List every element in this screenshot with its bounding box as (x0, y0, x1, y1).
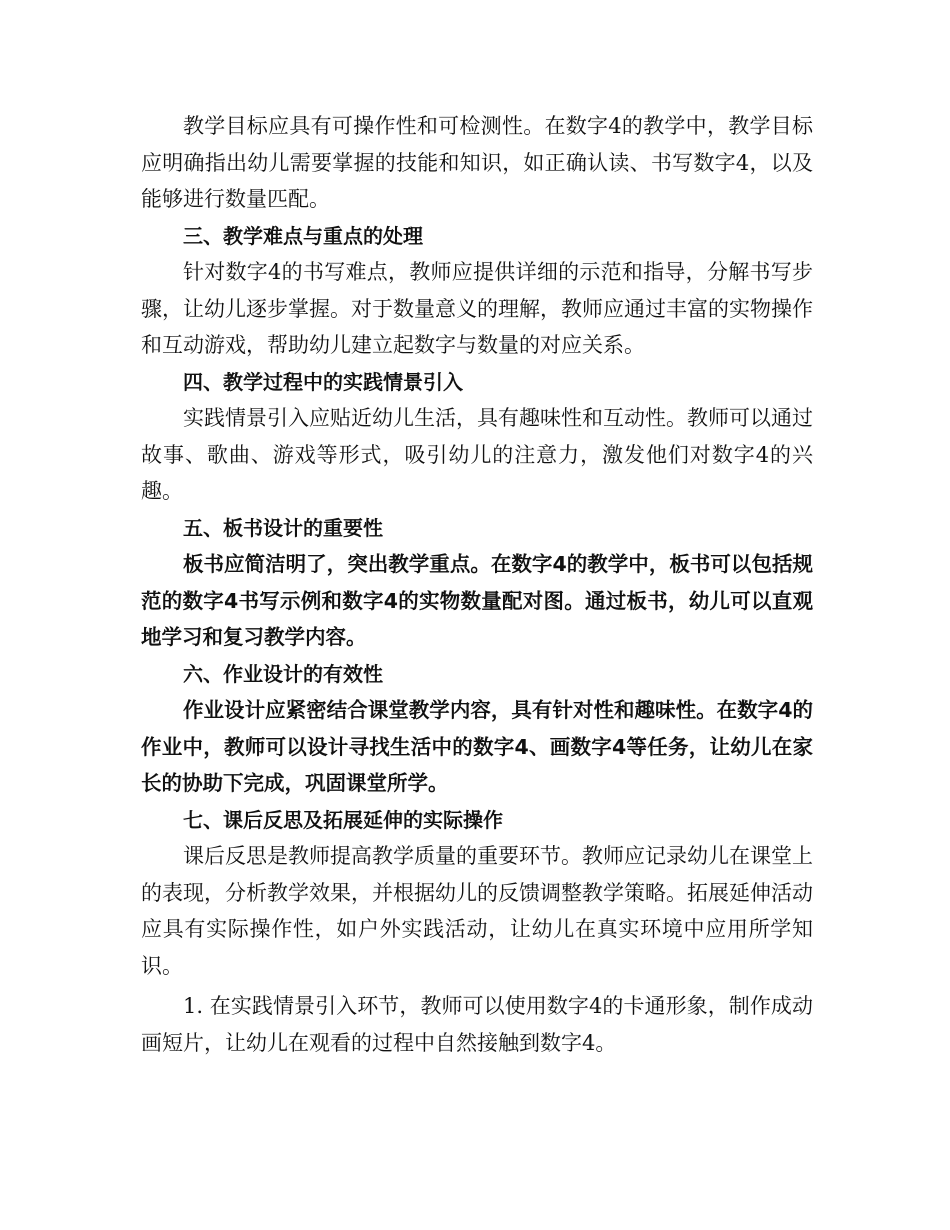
section-heading-difficulties: 三、教学难点与重点的处理 (183, 223, 423, 248)
paragraph-homework: 作业设计应紧密结合课堂教学内容，具有针对性和趣味性。在数字4的作业中，教师可以设计寻找生活中的数字4、画数字4等任务，让幼儿在家长的协助下完成，巩固课堂所学。 (141, 698, 813, 795)
paragraph-reflection: 课后反思是教师提高教学质量的重要环节。教师应记录幼儿在课堂上的表现，分析教学效果，并根据幼儿的反馈调整教学策略。拓展延伸活动应具有实际操作性，如户外实践活动，让幼儿在真实环境中应用所学知识。 (141, 844, 813, 978)
document-body (141, 108, 813, 1061)
paragraph-situation-intro: 实践情景引入应贴近幼儿生活，具有趣味性和互动性。教师可以通过故事、歌曲、游戏等形式，吸引幼儿的注意力，激发他们对数字4的兴趣。 (141, 406, 813, 503)
section-heading-blackboard: 五、板书设计的重要性 (183, 515, 383, 540)
paragraph-difficulties: 针对数字4的书写难点，教师应提供详细的示范和指导，分解书写步骤，让幼儿逐步掌握。对于数量意义的理解，教师应通过丰富的实物操作和互动游戏，帮助幼儿建立起数字与数量的对应关系。 (141, 260, 813, 357)
section-heading-situation-intro: 四、教学过程中的实践情景引入 (183, 369, 463, 394)
section-heading-homework: 六、作业设计的有效性 (183, 661, 383, 686)
section-heading-reflection: 七、课后反思及拓展延伸的实际操作 (183, 807, 503, 832)
paragraph-blackboard: 板书应简洁明了，突出教学重点。在数字4的教学中，板书可以包括规范的数字4书写示例和数字4的实物数量配对图。通过板书，幼儿可以直观地学习和复习教学内容。 (141, 552, 813, 649)
paragraph-teaching-goals: 教学目标应具有可操作性和可检测性。在数字4的教学中，教学目标应明确指出幼儿需要掌握的技能和知识，如正确认读、书写数字4，以及能够进行数量匹配。 (141, 114, 813, 211)
list-item-1: 1. 在实践情景引入环节，教师可以使用数字4的卡通形象，制作成动画短片，让幼儿在观看的过程中自然接触到数字4。 (141, 994, 813, 1055)
